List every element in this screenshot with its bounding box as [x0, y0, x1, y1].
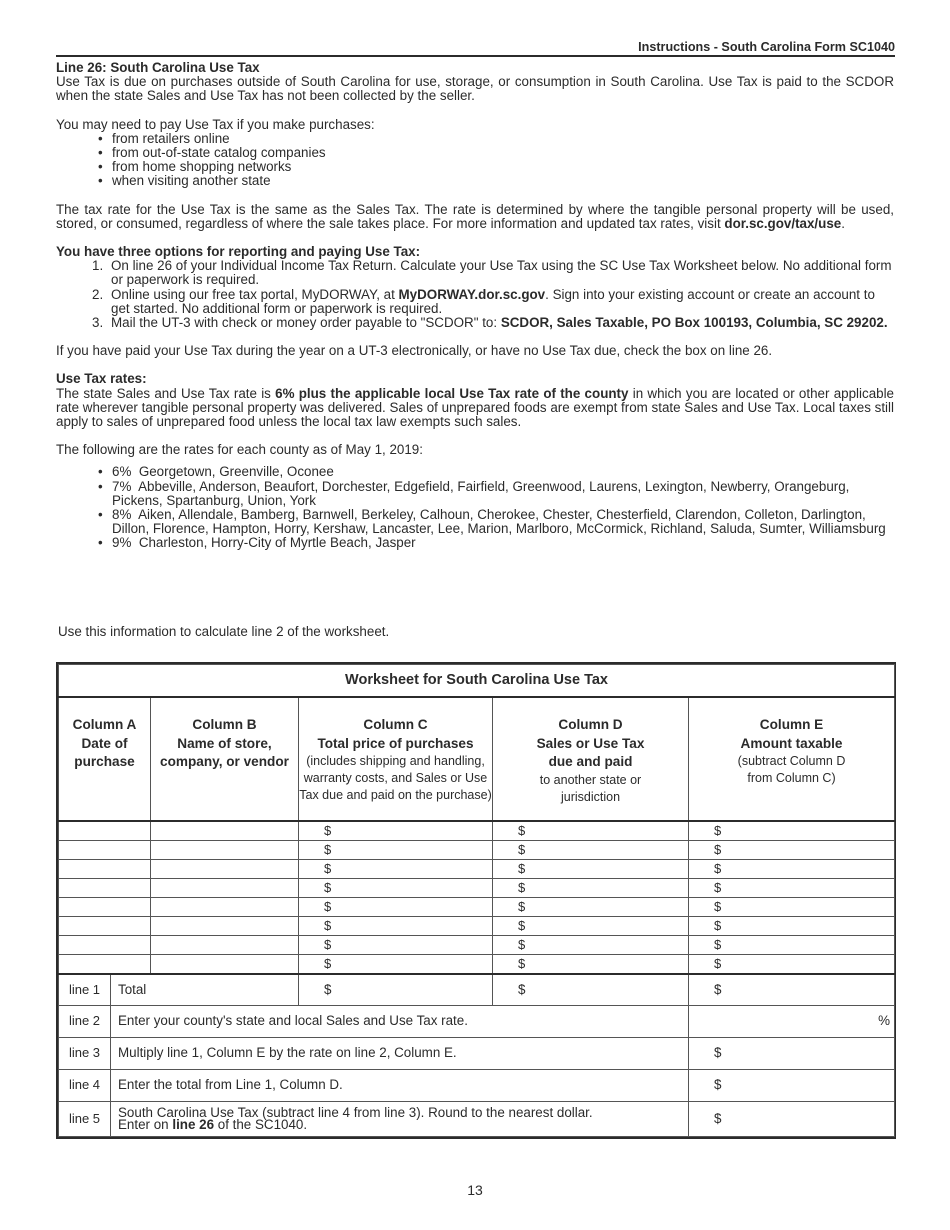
- line-4-input[interactable]: $: [689, 1070, 895, 1102]
- table-row: [59, 898, 895, 917]
- line-1-column-c-input[interactable]: $: [299, 974, 493, 1006]
- column-c-input[interactable]: $: [299, 936, 493, 955]
- vendor-input[interactable]: [151, 841, 299, 860]
- vendor-input[interactable]: [151, 821, 299, 841]
- table-row: [59, 821, 895, 841]
- column-c-input[interactable]: $: [299, 860, 493, 879]
- line-2-desc: Enter your county's state and local Sales and Use Tax rate.: [111, 1006, 689, 1038]
- intro-paragraph: Use Tax is due on purchases outside of South Carolina for use, storage, or consumption in South Carolina. Use Tax is paid to the SCDOR when the state Sales and Use Tax has not been collected by the seller.: [56, 74, 894, 104]
- column-d-input[interactable]: $: [493, 955, 689, 975]
- column-d-input[interactable]: $: [493, 898, 689, 917]
- vendor-input[interactable]: [151, 955, 299, 975]
- column-d-input[interactable]: $: [493, 936, 689, 955]
- vendor-input[interactable]: [151, 936, 299, 955]
- rates-paragraph: The state Sales and Use Tax rate is 6% plus the applicable local Use Tax rate of the county in which you are located or other applicable rate wherever tangible personal property was delivered. Sales of unprepared foods are exempt from state Sales and Use Tax. Local taxes still apply to sales of unprepared food unless the local tax law exempts such sales.: [56, 385, 895, 430]
- line-1-column-d-input[interactable]: $: [493, 974, 689, 1006]
- line-1-row: [59, 974, 895, 1006]
- date-input[interactable]: [59, 821, 151, 841]
- list-item: 2. Online using our free tax portal, MyDORWAY, at MyDORWAY.dor.sc.gov. Sign into your existing account or create an account to get started. No additional form or paperwork is required.: [92, 286, 875, 316]
- vendor-input[interactable]: [151, 917, 299, 936]
- line-2-rate-input[interactable]: %: [689, 1006, 895, 1038]
- line-5-input[interactable]: $: [689, 1102, 895, 1137]
- column-c-input[interactable]: $: [299, 821, 493, 841]
- date-input[interactable]: [59, 898, 151, 917]
- worksheet-title: Worksheet for South Carolina Use Tax: [59, 665, 895, 698]
- line-1-desc: Total: [111, 974, 299, 1006]
- list-item: 1. On line 26 of your Individual Income Tax Return. Calculate your Use Tax using the SC Use Tax Worksheet below. No additional form or paperwork is required.: [92, 258, 892, 288]
- purchases-lead: You may need to pay Use Tax if you make purchases:: [56, 116, 375, 132]
- column-e-input[interactable]: $: [689, 821, 895, 841]
- use-info-note: Use this information to calculate line 2 of the worksheet.: [58, 624, 390, 639]
- column-d-input[interactable]: $: [493, 917, 689, 936]
- vendor-input[interactable]: [151, 879, 299, 898]
- line-4-label: line 4: [59, 1070, 111, 1102]
- list-item: • from home shopping networks: [112, 160, 894, 174]
- county-rate-item: • 6% Georgetown, Greenville, Oconee: [112, 465, 894, 479]
- column-e-input[interactable]: $: [689, 936, 895, 955]
- column-e-input[interactable]: $: [689, 841, 895, 860]
- list-item: 3. Mail the UT-3 with check or money order payable to "SCDOR" to: SCDOR, Sales Taxable, PO Box 100193, Columbia, SC 29202.: [92, 315, 888, 331]
- date-input[interactable]: [59, 841, 151, 860]
- paid-note: If you have paid your Use Tax during the year on a UT-3 electronically, or have no Use Tax due, check the box on line 26.: [56, 343, 773, 359]
- county-rate-item: • 8% Aiken, Allendale, Bamberg, Barnwell, Berkeley, Calhoun, Cherokee, Chester, Chesterfield, Clarendon, Colleton, Darlington, Dillon, Florence, Hampton, Horry, Kershaw, Lancaster, Lee, Marion, Marlboro, McCormick, Richland, Saluda, Sumter, Williamsburg: [112, 508, 894, 536]
- table-row: [59, 841, 895, 860]
- list-item: • from out-of-state catalog companies: [112, 146, 894, 160]
- line-2-row: [59, 1006, 895, 1038]
- column-e-input[interactable]: $: [689, 879, 895, 898]
- column-e-input[interactable]: $: [689, 898, 895, 917]
- rates-heading: Use Tax rates:: [56, 371, 147, 387]
- options-heading: You have three options for reporting and paying Use Tax:: [56, 244, 421, 260]
- column-c-header: Column C Total price of purchases (includes shipping and handling, warranty costs, and Sales or Use Tax due and paid on the purchase): [299, 697, 493, 821]
- vendor-input[interactable]: [151, 898, 299, 917]
- line-3-input[interactable]: $: [689, 1038, 895, 1070]
- county-rate-item: • 7% Abbeville, Anderson, Beaufort, Dorchester, Edgefield, Fairfield, Greenwood, Laurens, Lexington, Newberry, Orangeburg, Pickens, Spartanburg, Union, York: [112, 480, 894, 508]
- line-1-label: line 1: [59, 974, 111, 1006]
- column-c-input[interactable]: $: [299, 879, 493, 898]
- column-d-input[interactable]: $: [493, 860, 689, 879]
- table-row: [59, 860, 895, 879]
- table-row: [59, 955, 895, 975]
- mailing-address: SCDOR, Sales Taxable, PO Box 100193, Columbia, SC 29202.: [500, 315, 888, 331]
- tax-use-link[interactable]: dor.sc.gov/tax/use: [724, 215, 842, 231]
- county-lead: The following are the rates for each county as of May 1, 2019:: [56, 442, 423, 458]
- column-headers: [59, 697, 895, 821]
- column-d-input[interactable]: $: [493, 841, 689, 860]
- table-row: [59, 936, 895, 955]
- county-rate-item: • 9% Charleston, Horry-City of Myrtle Beach, Jasper: [112, 536, 894, 550]
- page-number: 13: [467, 1182, 483, 1198]
- line-2-label: line 2: [59, 1006, 111, 1038]
- column-e-header: Column E Amount taxable (subtract Column D from Column C): [689, 697, 895, 821]
- column-c-input[interactable]: $: [299, 841, 493, 860]
- vendor-input[interactable]: [151, 860, 299, 879]
- column-d-header: Column D Sales or Use Tax due and paid to another state or jurisdiction: [493, 697, 689, 821]
- column-e-input[interactable]: $: [689, 917, 895, 936]
- line-5-desc: South Carolina Use Tax (subtract line 4 from line 3). Round to the nearest dollar. Enter on line 26 of the SC1040.: [111, 1102, 689, 1137]
- column-c-input[interactable]: $: [299, 917, 493, 936]
- options-list: [56, 259, 894, 330]
- line-3-label: line 3: [59, 1038, 111, 1070]
- county-rates-list: [56, 465, 894, 550]
- column-a-header: Column A Date of purchase: [59, 697, 151, 821]
- date-input[interactable]: [59, 955, 151, 975]
- column-c-input[interactable]: $: [299, 898, 493, 917]
- column-c-input[interactable]: $: [299, 955, 493, 975]
- line-5-label: line 5: [59, 1102, 111, 1137]
- column-e-input[interactable]: $: [689, 955, 895, 975]
- column-d-input[interactable]: $: [493, 879, 689, 898]
- table-row: [59, 917, 895, 936]
- purchases-list: [56, 132, 894, 189]
- column-d-input[interactable]: $: [493, 821, 689, 841]
- list-item: • when visiting another state: [112, 174, 894, 188]
- table-row: [59, 879, 895, 898]
- use-tax-worksheet: [56, 662, 896, 1139]
- line-4-desc: Enter the total from Line 1, Column D.: [111, 1070, 689, 1102]
- entry-rows: [59, 821, 895, 974]
- column-e-input[interactable]: $: [689, 860, 895, 879]
- line-3-desc: Multiply line 1, Column E by the rate on line 2, Column E.: [111, 1038, 689, 1070]
- line-1-column-e-input[interactable]: $: [689, 974, 895, 1006]
- date-input[interactable]: [59, 879, 151, 898]
- instructions-content: [56, 61, 894, 551]
- column-b-header: Column B Name of store, company, or vendor: [151, 697, 299, 821]
- date-input[interactable]: [59, 860, 151, 879]
- line-4-row: [59, 1070, 895, 1102]
- section-heading: Line 26: South Carolina Use Tax: [56, 60, 260, 75]
- date-input[interactable]: [59, 917, 151, 936]
- line-3-row: [59, 1038, 895, 1070]
- date-input[interactable]: [59, 936, 151, 955]
- rate-paragraph: The tax rate for the Use Tax is the same as the Sales Tax. The rate is determined by where the tangible personal property will be used, stored, or consumed, regardless of where the sale takes place. For more information and updated tax rates, visit dor.sc.gov/tax/use.: [56, 201, 894, 231]
- list-item: • from retailers online: [112, 132, 894, 146]
- line-5-row: [59, 1102, 895, 1137]
- page-header: Instructions - South Carolina Form SC1040: [56, 40, 895, 57]
- mydorway-link[interactable]: MyDORWAY.dor.sc.gov: [398, 286, 546, 302]
